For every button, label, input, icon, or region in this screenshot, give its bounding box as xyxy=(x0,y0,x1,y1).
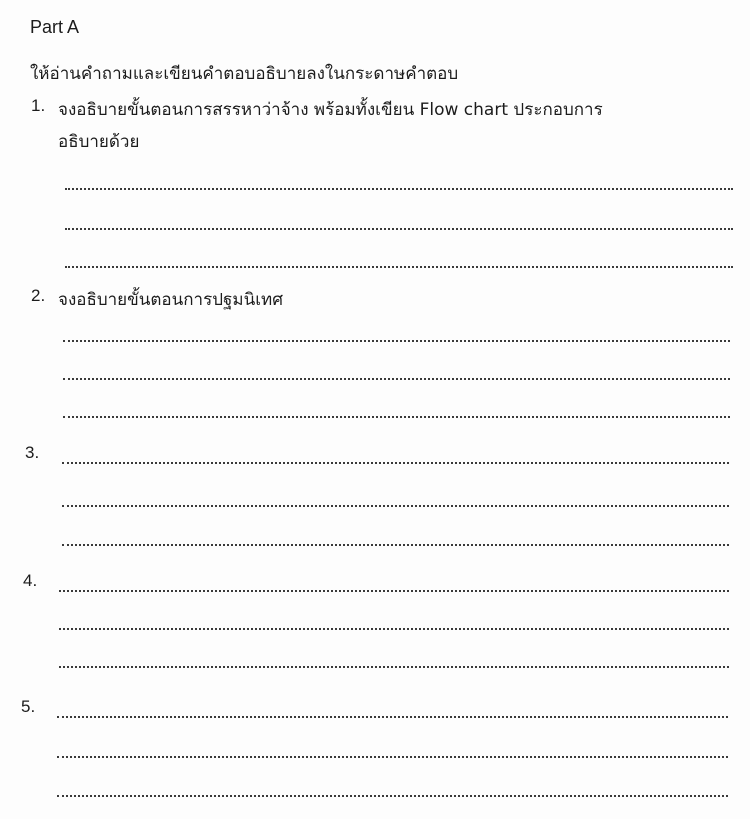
answer-line[interactable] xyxy=(62,462,729,464)
answer-line[interactable] xyxy=(57,756,728,758)
question-5-number: 5. xyxy=(21,697,36,716)
answer-line[interactable] xyxy=(57,716,728,718)
answer-line[interactable] xyxy=(65,266,733,268)
answer-line[interactable] xyxy=(62,544,729,546)
question-1-text: จงอธิบายขั้นตอนการสรรหาว่าจ้าง พร้อมทั้งเขียน Flow chart ประกอบการ xyxy=(58,100,603,120)
answer-line[interactable] xyxy=(59,628,729,630)
instruction-text: ให้อ่านคำถามและเขียนคำตอบอธิบายลงในกระดาษคำตอบ xyxy=(30,64,459,84)
question-3-number: 3. xyxy=(25,443,40,462)
answer-line[interactable] xyxy=(63,416,730,418)
answer-line[interactable] xyxy=(65,228,733,230)
answer-line[interactable] xyxy=(65,188,733,190)
answer-line[interactable] xyxy=(59,590,729,592)
question-1-number: 1. xyxy=(31,96,46,115)
question-4-number: 4. xyxy=(23,571,38,590)
part-title: Part A xyxy=(30,17,80,37)
question-2-number: 2. xyxy=(31,286,46,305)
answer-line[interactable] xyxy=(62,505,729,507)
answer-line[interactable] xyxy=(63,340,730,342)
question-1-text-continued: อธิบายด้วย xyxy=(58,132,140,152)
question-2-text: จงอธิบายขั้นตอนการปฐมนิเทศ xyxy=(58,290,284,310)
answer-line[interactable] xyxy=(57,795,728,797)
answer-line[interactable] xyxy=(63,378,730,380)
answer-line[interactable] xyxy=(59,666,729,668)
